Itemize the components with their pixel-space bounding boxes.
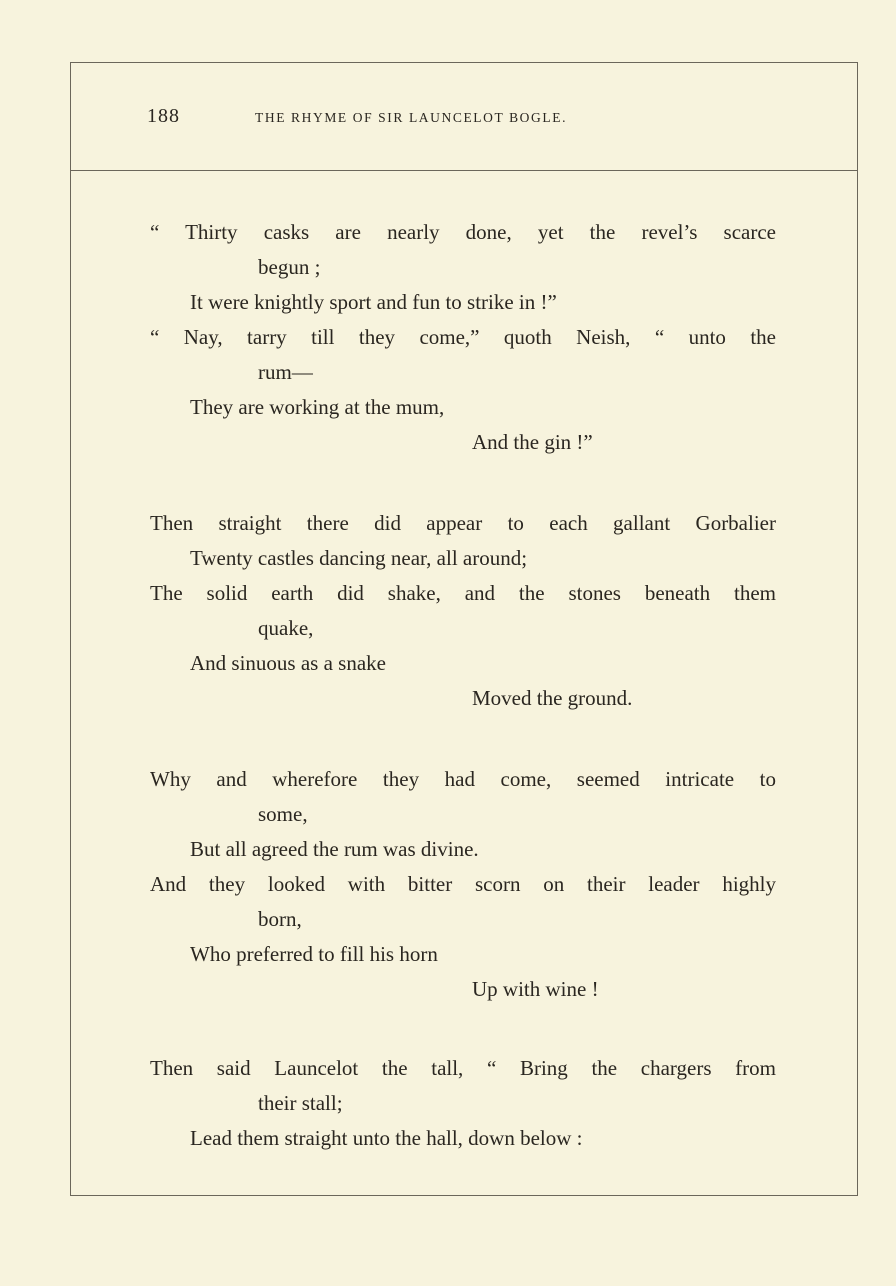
verse-line: And the gin !”: [472, 430, 593, 454]
header-rule: [70, 170, 858, 171]
verse-line: quake,: [258, 616, 314, 640]
verse-line: And sinuous as a snake: [190, 651, 386, 675]
verse-line: Twenty castles dancing near, all around;: [190, 546, 528, 570]
verse-line: “ Nay, tarry till they come,” quoth Neish, “ unto the: [150, 325, 776, 349]
verse-line: rum—: [258, 360, 313, 384]
verse-line: “ Thirty casks are nearly done, yet the revel’s scarce: [150, 220, 776, 244]
verse-line: Up with wine !: [472, 977, 599, 1001]
verse-line: some,: [258, 802, 308, 826]
page-number: 188: [147, 105, 180, 127]
verse-line: Who preferred to fill his horn: [190, 942, 438, 966]
verse-line: And they looked with bitter scorn on their leader highly: [150, 872, 776, 896]
verse-line: begun ;: [258, 255, 321, 279]
verse-line: The solid earth did shake, and the stones beneath them: [150, 581, 776, 605]
verse-line: born,: [258, 907, 302, 931]
verse-line: Then straight there did appear to each gallant Gorbalier: [150, 511, 776, 535]
verse-line: their stall;: [258, 1091, 343, 1115]
verse-line: Lead them straight unto the hall, down below :: [190, 1126, 583, 1150]
verse-line: But all agreed the rum was divine.: [190, 837, 479, 861]
verse-line: Moved the ground.: [472, 686, 633, 710]
verse-line: They are working at the mum,: [190, 395, 445, 419]
verse-line: Then said Launcelot the tall, “ Bring the chargers from: [150, 1056, 776, 1080]
running-title: THE RHYME OF SIR LAUNCELOT BOGLE.: [255, 110, 568, 125]
verse-line: It were knightly sport and fun to strike in !”: [190, 290, 557, 314]
verse-line: Why and wherefore they had come, seemed intricate to: [150, 767, 776, 791]
